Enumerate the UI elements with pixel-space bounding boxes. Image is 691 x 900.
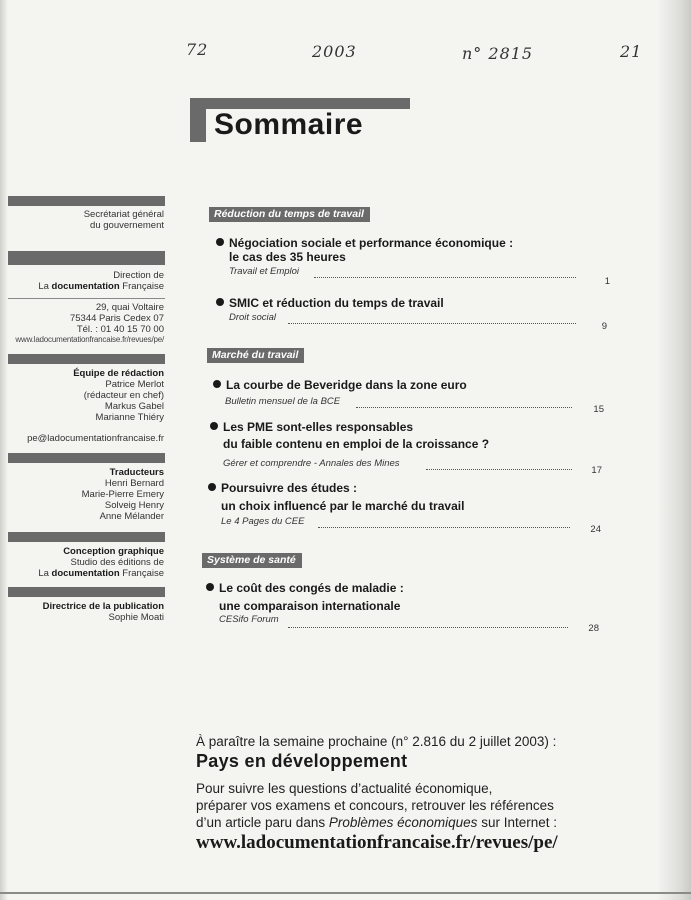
phone-line: Tél. : 01 40 15 70 00 — [76, 324, 164, 335]
section-label-systeme-sante: Système de santé — [202, 553, 302, 568]
separator-bar — [8, 196, 165, 206]
bullet-icon — [216, 238, 224, 246]
publisher-suffix: Française — [119, 568, 164, 579]
page-edge-shadow-right — [657, 0, 691, 900]
colophon-traducteurs — [0, 453, 166, 522]
section-label-temps-travail: Réduction du temps de travail — [209, 207, 370, 222]
bullet-icon — [216, 298, 224, 306]
redaction-title: Équipe de rédaction — [73, 368, 164, 379]
address-line: 29, quai Voltaire — [95, 302, 164, 313]
page-title-block — [190, 98, 410, 142]
article-source: Gérer et comprendre - Annales des Mines — [223, 458, 400, 469]
next-issue-title: Pays en développement — [196, 751, 408, 771]
publication-name: Problèmes économiques — [328, 815, 478, 830]
colophon-address — [0, 298, 166, 344]
page-number: 9 — [601, 321, 607, 332]
colophon-redaction — [0, 354, 166, 444]
article-title-line: Le coût des congés de maladie : — [219, 581, 404, 595]
page-number: 1 — [604, 276, 610, 287]
conception-line: Studio des éditions de — [70, 557, 164, 568]
translator-name: Solveig Henry — [104, 500, 164, 511]
separator-bar — [8, 251, 165, 265]
article-title[interactable] — [208, 481, 357, 496]
leader-dots — [356, 407, 572, 408]
handwritten-page: 21 — [620, 42, 643, 61]
colophon-conception — [0, 532, 166, 579]
colophon-column — [0, 196, 166, 623]
directrice-name: Sophie Moati — [108, 612, 164, 623]
translator-name: Anne Mélander — [99, 511, 164, 522]
separator-bar — [8, 354, 165, 364]
separator-line — [8, 298, 165, 299]
leader-dots — [318, 527, 570, 528]
colophon-line: Secrétariat général — [83, 209, 164, 220]
website-link[interactable]: www.ladocumentationfrancaise.fr/revues/pe/ — [196, 832, 558, 853]
separator-bar — [8, 532, 165, 542]
bottom-edge-line — [0, 892, 691, 894]
article-title-line: Les PME sont-elles responsables — [223, 420, 414, 434]
publisher-bold: documentation — [51, 281, 120, 292]
article-source: Le 4 Pages du CEE — [221, 516, 305, 527]
directrice-title: Directrice de la publication — [42, 601, 164, 612]
handwritten-year: 2003 — [312, 42, 357, 61]
translator-name: Marie-Pierre Emery — [81, 489, 164, 500]
address-line: 75344 Paris Cedex 07 — [69, 313, 164, 324]
publisher-prefix: La — [38, 568, 52, 579]
staff-name: Patrice Merlot — [105, 379, 164, 390]
colophon-url: www.ladocumentationfrancaise.fr/revues/pe/ — [15, 335, 164, 344]
article-title[interactable] — [210, 420, 413, 435]
colophon-line: du gouvernement — [90, 220, 164, 231]
traducteurs-title: Traducteurs — [109, 467, 164, 478]
page-number: 28 — [588, 623, 599, 634]
article-title-line2: une comparaison internationale — [219, 599, 401, 613]
article-title-line: La courbe de Beveridge dans la zone euro — [226, 378, 467, 392]
footer-text-part: sur Internet : — [477, 815, 557, 830]
leader-dots — [288, 323, 576, 324]
staff-role: (rédacteur en chef) — [83, 390, 164, 401]
footer-text-line: préparer vos examens et concours, retrouver les références — [196, 798, 554, 813]
article-title-line2: le cas des 35 heures — [229, 250, 346, 264]
publisher-prefix: La — [38, 281, 52, 292]
leader-dots — [314, 277, 576, 278]
title-side-decoration — [190, 98, 206, 142]
next-issue-announcement: À paraître la semaine prochaine (n° 2.816 du 2 juillet 2003) : — [196, 734, 557, 749]
bullet-icon — [208, 483, 216, 491]
colophon-sgg — [0, 196, 166, 231]
staff-name: Marianne Thiéry — [95, 412, 164, 423]
bullet-icon — [213, 380, 221, 388]
page-number: 24 — [590, 524, 601, 535]
publisher-bold: documentation — [51, 568, 120, 579]
leader-dots — [426, 469, 572, 470]
leader-dots — [288, 627, 568, 628]
footer-text-line: Pour suivre les questions d’actualité économique, — [196, 781, 493, 796]
colophon-line: Direction de — [113, 270, 164, 281]
publisher-suffix: Française — [119, 281, 164, 292]
article-title[interactable] — [206, 581, 404, 596]
colophon-directrice — [0, 587, 166, 623]
conception-publisher — [0, 568, 166, 579]
contact-email: pe@ladocumentationfrancaise.fr — [27, 433, 164, 444]
page-title: Sommaire — [214, 108, 364, 141]
article-title[interactable] — [216, 236, 513, 251]
footer-text-line — [196, 815, 557, 831]
conception-title: Conception graphique — [63, 546, 164, 557]
staff-name: Markus Gabel — [104, 401, 164, 412]
article-source: CESifo Forum — [219, 614, 279, 625]
handwritten-number: 72 — [186, 40, 209, 59]
bullet-icon — [206, 583, 214, 591]
footer-text-part: d’un article paru dans — [196, 815, 329, 830]
article-source: Travail et Emploi — [229, 266, 300, 277]
article-title[interactable] — [216, 296, 444, 311]
colophon-direction — [0, 251, 166, 292]
translator-name: Henri Bernard — [104, 478, 164, 489]
article-source: Droit social — [229, 312, 276, 323]
article-title-line: SMIC et réduction du temps de travail — [229, 296, 444, 310]
article-title-line: Négociation sociale et performance économique : — [229, 236, 514, 250]
separator-bar — [8, 587, 165, 597]
bullet-icon — [210, 422, 218, 430]
page-number: 17 — [591, 465, 602, 476]
article-title[interactable] — [213, 378, 467, 393]
article-title-line2: du faible contenu en emploi de la croissance ? — [223, 437, 490, 451]
article-title-line2: un choix influencé par le marché du travail — [221, 499, 465, 513]
article-title-line: Poursuivre des études : — [221, 481, 358, 495]
section-label-marche-travail: Marché du travail — [207, 348, 304, 363]
handwritten-issue: n° 2815 — [462, 44, 534, 63]
page-number: 15 — [593, 404, 604, 415]
separator-bar — [8, 453, 165, 463]
colophon-publisher — [0, 281, 166, 292]
article-source: Bulletin mensuel de la BCE — [225, 396, 341, 407]
